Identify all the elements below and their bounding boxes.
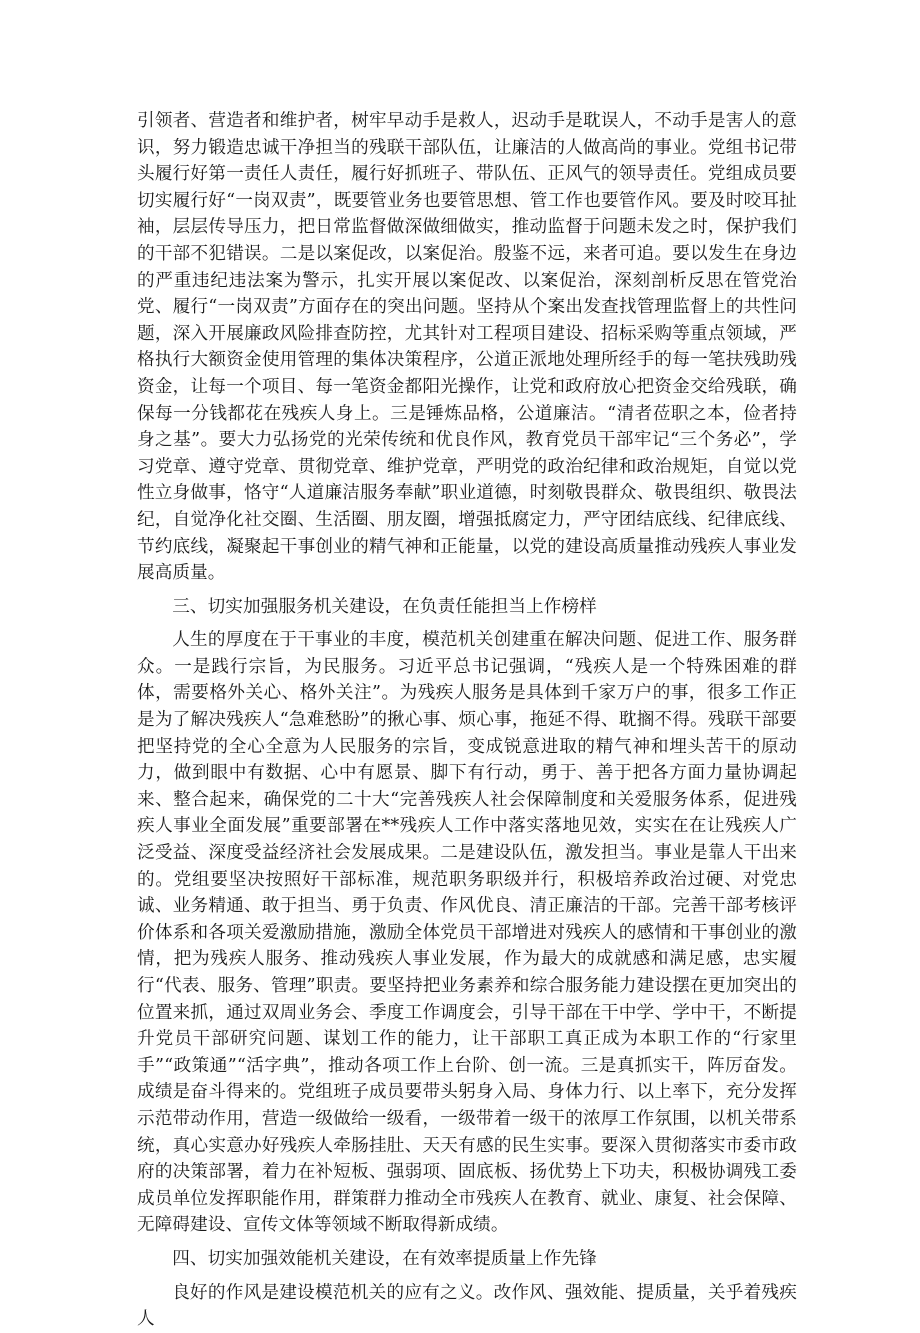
- body-paragraph-2: 人生的厚度在于干事业的丰度，模范机关创建重在解决问题、促进工作、服务群众。一是践行宗旨，为民服务。习近平总书记强调，“残疾人是一个特殊困难的群体，需要格外关心、格外关注”。为残疾人服务是具体到千家万户的事，很多工作正是为了解决残疾人“急难愁盼”的揪心事、烦心事，拖延不得、耽搁不得。残联干部要把坚持党的全心全意为人民服务的宗旨，变成锐意进取的精气神和埋头苦干的原动力，做到眼中有数据、心中有愿景、脚下有行动，勇于、善于把各方面力量协调起来、整合起来，确保党的二十大“完善残疾人社会保障制度和关爱服务体系，促进残疾人事业全面发展”重要部署在**残疾人工作中落实落地见效，实实在在让残疾人广泛受益、深度受益经济社会发展成果。二是建设队伍，激发担当。事业是靠人干出来的。党组要坚决按照好干部标准，规范职务职级并行，积极培养政治过硬、对党忠诚、业务精通、敢于担当、勇于负责、作风优良、清正廉洁的干部。完善干部考核评价体系和各项关爱激励措施，激励全体党员干部增进对残疾人的感情和干事创业的激情，把为残疾人服务、推动残疾人事业发展，作为最大的成就感和满足感，忠实履行“代表、服务、管理”职责。要坚持把业务素养和综合服务能力建设摆在更加突出的位置来抓，通过双周业务会、季度工作调度会，引导干部在干中学、学中干，不断提升党员干部研究问题、谋划工作的能力，让干部职工真正成为本职工作的“行家里手”“政策通”“活字典”，推动各项工作上台阶、创一流。三是真抓实干，阵厉奋发。成绩是奋斗得来的。党组班子成员要带头躬身入局、身体力行、以上率下，充分发挥示范带动作用，营造一级做给一级看，一级带着一级干的浓厚工作氛围，以机关带系统，真心实意办好残疾人牵肠挂肚、天天有感的民生实事。要深入贯彻落实市委市政府的决策部署，着力在补短板、强弱项、固底板、扬优势上下功夫，积极协调残工委成员单位发挥职能作用，群策群力推动全市残疾人在教育、就业、康复、社会保障、无障碍建设、宣传文体等领域不断取得新成绩。: [137, 630, 797, 1236]
- document-page: [137, 108, 797, 1333]
- body-paragraph-1: 引领者、营造者和维护者，树牢早动手是救人，迟动手是耽误人，不动手是害人的意识，努力锻造忠诚干净担当的残联干部队伍，让廉洁的人做高尚的事业。党组书记带头履行好第一责任人责任，履行好抓班子、带队伍、正风气的领导责任。党组成员要切实履行好“一岗双责”，既要管业务也要管思想、管工作也要管作风。要及时咬耳扯袖，层层传导压力，把日常监督做深做细做实，推动监督于问题未发之时，保护我们的干部不犯错误。二是以案促改，以案促治。殷鉴不远，来者可追。要以发生在身边的严重违纪违法案为警示，扎实开展以案促改、以案促治，深刻剖析反思在管党治党、履行“一岗双责”方面存在的突出问题。坚持从个案出发查找管理监督上的共性问题，深入开展廉政风险排查防控，尤其针对工程项目建设、招标采购等重点领域，严格执行大额资金使用管理的集体决策程序，公道正派地处理所经手的每一笔扶残助残资金，让每一个项目、每一笔资金都阳光操作，让党和政府放心把资金交给残联，确保每一分钱都花在残疾人身上。三是锤炼品格，公道廉洁。“清者莅职之本，俭者持身之基”。要大力弘扬党的光荣传统和优良作风，教育党员干部牢记“三个务必”，学习党章、遵守党章、贯彻党章、维护党章，严明党的政治纪律和政治规矩，自觉以党性立身做事，恪守“人道廉洁服务奉献”职业道德，时刻敬畏群众、敬畏组织、敬畏法纪，自觉净化社交圈、生活圈、朋友圈，增强抵腐定力，严守团结底线、纪律底线、节约底线，凝聚起干事创业的精气神和正能量，以党的建设高质量推动残疾人事业发展高质量。: [137, 111, 797, 584]
- section-heading-4: 四、切实加强效能机关建设，在有效率提质量上作先锋: [172, 1248, 597, 1269]
- body-paragraph-3: 良好的作风是建设模范机关的应有之义。改作风、强效能、提质量，关乎着残疾人: [137, 1282, 797, 1330]
- section-heading-3: 三、切实加强服务机关建设，在负责任能担当上作榜样: [172, 596, 597, 617]
